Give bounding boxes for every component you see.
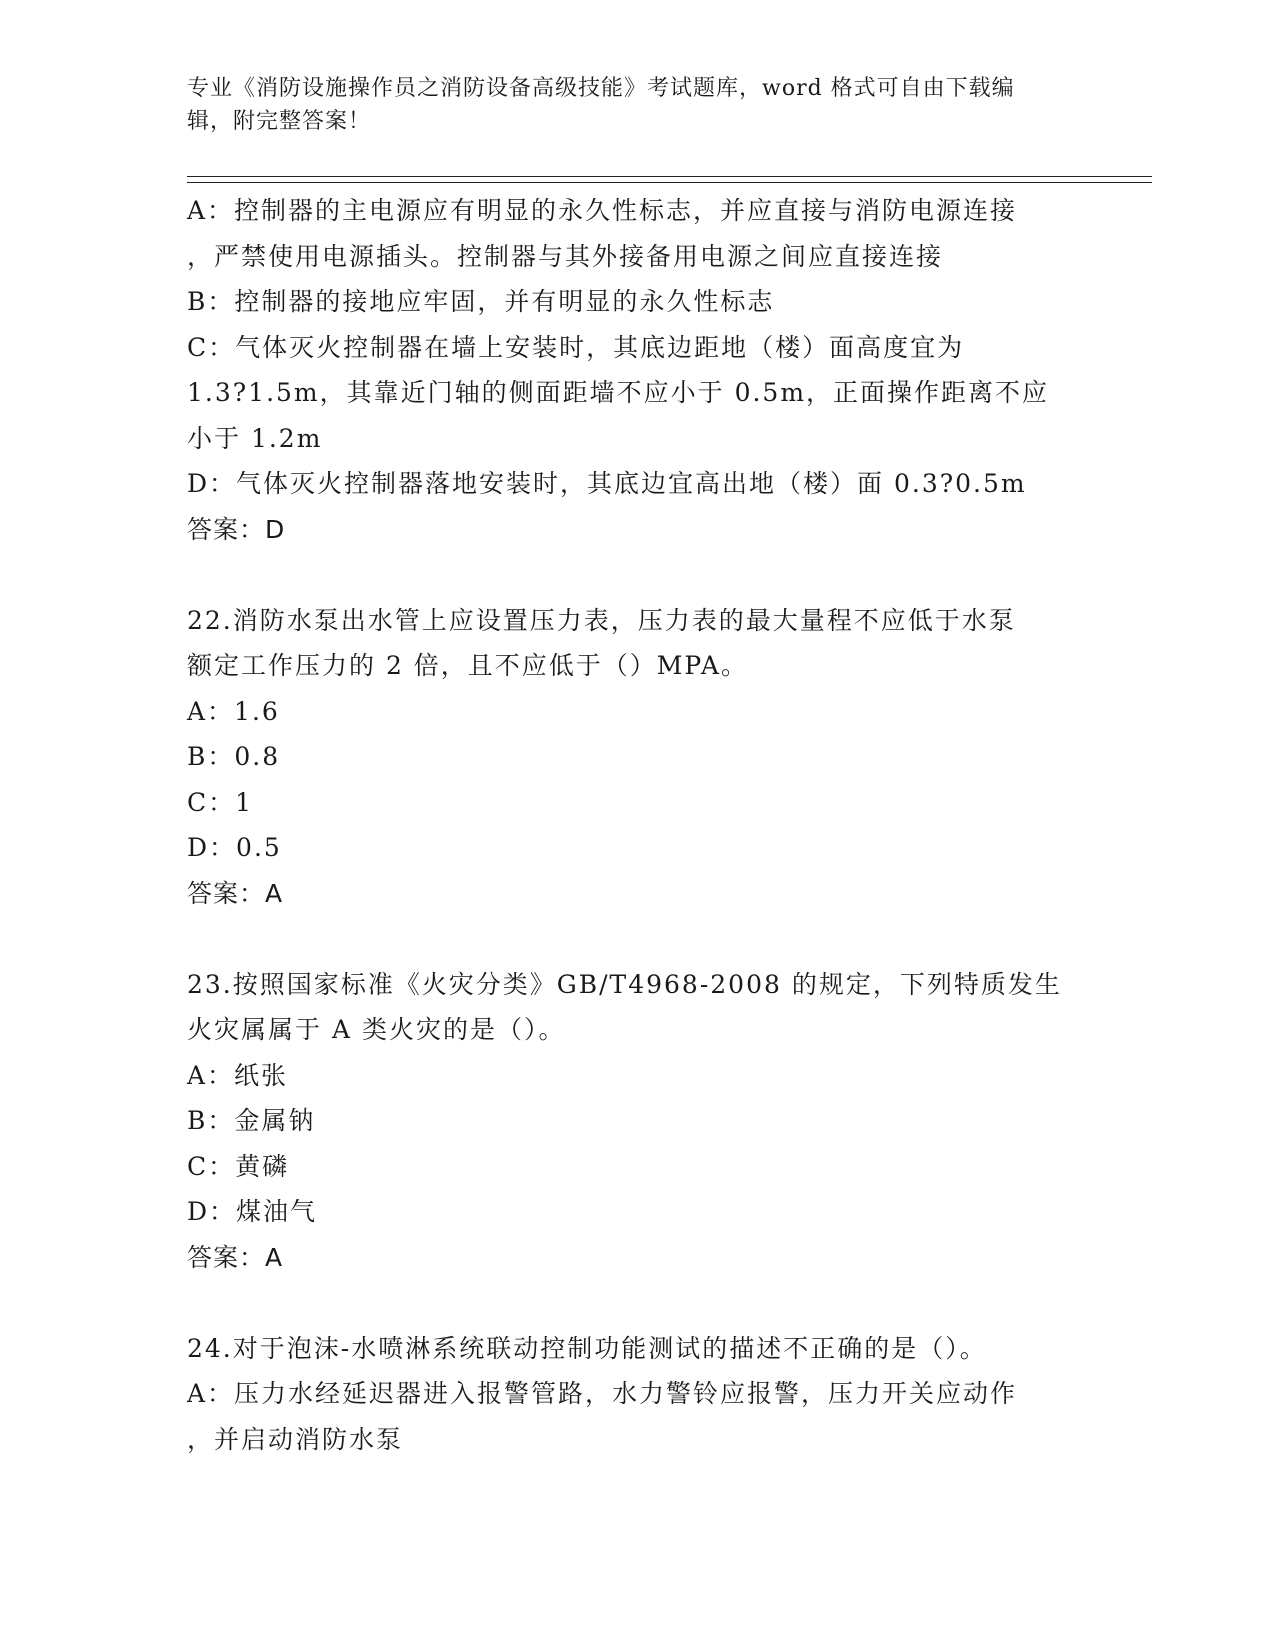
option-d: D：0.5: [187, 833, 282, 862]
option-a-line-2: ，严禁使用电源插头。控制器与其外接备用电源之间应直接连接: [187, 241, 944, 271]
option-c: C：黄磷: [187, 1151, 290, 1181]
answer-label: 答案：A: [187, 1242, 284, 1272]
header-line-1: 专业《消防设施操作员之消防设备高级技能》考试题库，word 格式可自由下载编: [187, 76, 1015, 101]
option-a-line-2: ，并启动消防水泵: [187, 1424, 404, 1454]
question-stem-line-2: 火灾属属于 A 类火灾的是（）。: [187, 1015, 566, 1044]
question-stem-line-1: 23.按照国家标准《火灾分类》GB/T4968-2008 的规定，下列特质发生: [187, 969, 1062, 999]
option-d: D：气体灭火控制器落地安装时，其底边宜高出地（楼）面 0.3?0.5m: [187, 469, 1027, 498]
option-b: B：金属钠: [187, 1106, 316, 1135]
header-divider-bottom: [187, 182, 1152, 183]
option-d: D：煤油气: [187, 1197, 318, 1226]
spacer: [187, 916, 1087, 962]
question-content: [187, 188, 1087, 1462]
option-b: B：0.8: [187, 742, 281, 771]
option-c: C：1: [187, 787, 254, 817]
question-stem-line-1: 22.消防水泵出水管上应设置压力表，压力表的最大量程不应低于水泵: [187, 605, 1016, 635]
question-23: [187, 962, 1087, 1281]
question-stem-line-2: 额定工作压力的 2 倍，且不应低于（）MPA。: [187, 651, 748, 680]
question-21: [187, 188, 1087, 552]
document-header: [187, 72, 1067, 138]
answer-label: 答案：D: [187, 514, 286, 544]
option-b: B：控制器的接地应牢固，并有明显的永久性标志: [187, 287, 775, 316]
option-a: A：纸张: [187, 1060, 289, 1090]
header-divider-top: [187, 176, 1152, 177]
question-24: [187, 1326, 1087, 1463]
header-line-2: 辑，附完整答案！: [187, 109, 372, 134]
option-c-line-1: C：气体灭火控制器在墙上安装时，其底边距地（楼）面高度宜为: [187, 332, 965, 362]
option-a-line-1: A：压力水经延迟器进入报警管路，水力警铃应报警，压力开关应动作: [187, 1379, 1018, 1408]
spacer: [187, 552, 1087, 598]
option-c-line-3: 小于 1.2m: [187, 423, 323, 453]
spacer: [187, 1280, 1087, 1326]
answer-label: 答案：A: [187, 878, 284, 908]
option-a: A：1.6: [187, 696, 280, 726]
question-stem-line-1: 24.对于泡沫-水喷淋系统联动控制功能测试的描述不正确的是（）。: [187, 1333, 987, 1363]
option-a-line-1: A：控制器的主电源应有明显的永久性标志，并应直接与消防电源连接: [187, 196, 1018, 225]
question-22: [187, 598, 1087, 917]
option-c-line-2: 1.3?1.5m，其靠近门轴的侧面距墙不应小于 0.5m，正面操作距离不应: [187, 378, 1050, 407]
